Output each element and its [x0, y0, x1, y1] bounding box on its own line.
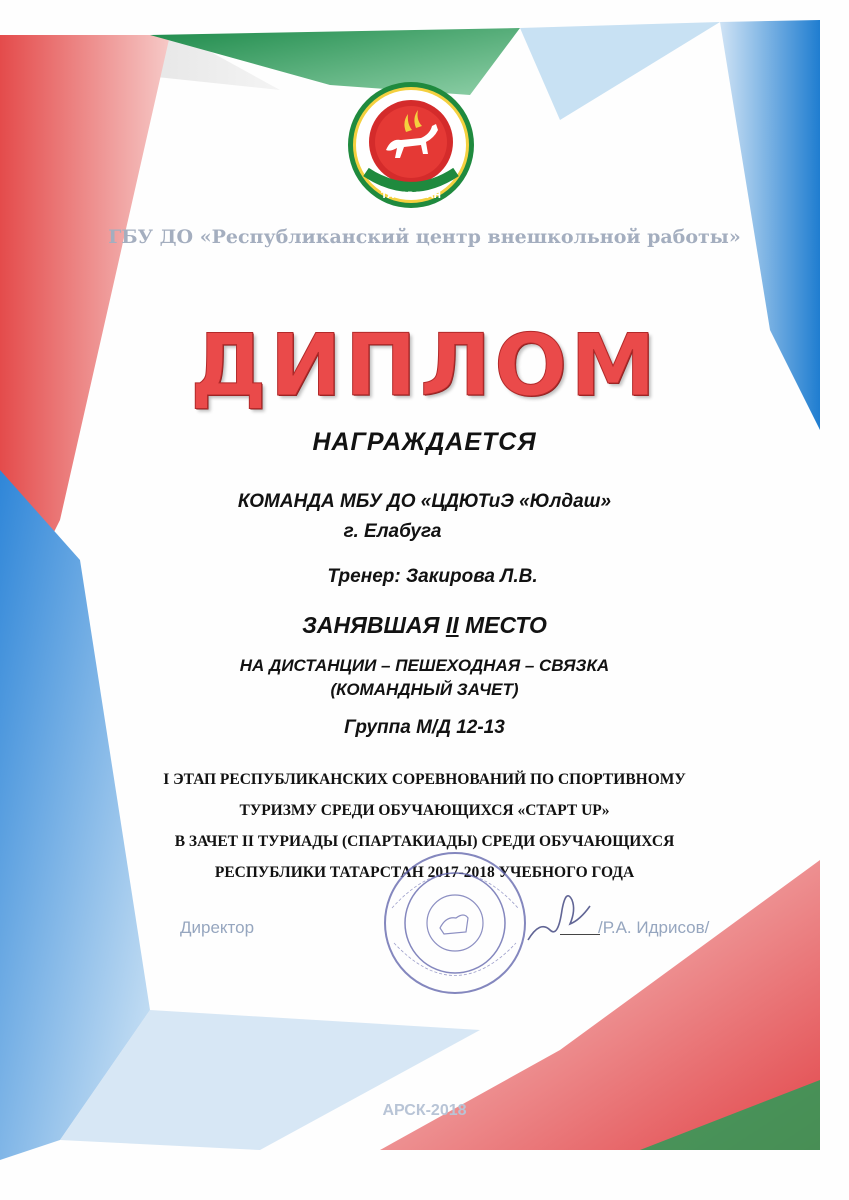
coach-name: Тренер: Закирова Л.В. — [327, 566, 538, 587]
team-name: КОМАНДА МБУ ДО «ЦДЮТиЭ «Юлдаш» — [237, 491, 612, 512]
round-seal-stamp-icon — [380, 848, 530, 998]
director-label: Директор — [180, 918, 255, 937]
event-line-3: В ЗАЧЕТ II ТУРИАДЫ (СПАРТАКИАДЫ) СРЕДИ ОБУЧАЮЩИХСЯ — [174, 833, 675, 850]
diploma-title: ДИПЛОМ — [190, 316, 659, 416]
event-line-4: РЕСПУБЛИКИ ТАТАРСТАН 2017-2018 УЧЕБНОГО ГОДА — [214, 864, 635, 881]
event-line-1: I ЭТАП РЕСПУБЛИКАНСКИХ СОРЕВНОВАНИЙ ПО СПОРТИВНОМУ — [163, 771, 686, 788]
place-prefix: ЗАНЯВШАЯ — [302, 612, 440, 638]
event-line-2: ТУРИЗМУ СРЕДИ ОБУЧАЮЩИХСЯ «СТАРТ UP» — [239, 802, 610, 819]
place-line — [0, 612, 849, 639]
footer-place-year: АРСК-2018 — [382, 1102, 467, 1119]
age-group: Группа М/Д 12-13 — [344, 717, 505, 738]
organization-name: ГБУ ДО «Республиканский центр внешкольной работы» — [108, 226, 741, 248]
place-number: II — [445, 612, 459, 638]
place-suffix: МЕСТО — [464, 612, 547, 638]
signature-line — [560, 934, 600, 935]
svg-text:ТАТАРСТАН: ТАТАРСТАН — [380, 191, 442, 201]
awarded-heading: НАГРАЖДАЕТСЯ — [312, 428, 537, 456]
tatarstan-coat-of-arms-icon — [346, 80, 476, 210]
handwritten-signature-icon — [520, 880, 600, 950]
distance-line-2: (КОМАНДНЫЙ ЗАЧЕТ) — [330, 680, 519, 699]
distance-line-1: НА ДИСТАНЦИИ – ПЕШЕХОДНАЯ – СВЯЗКА — [239, 656, 610, 675]
team-city: г. Елабуга — [343, 521, 442, 542]
director-name: /Р.А. Идрисов/ — [598, 918, 710, 937]
